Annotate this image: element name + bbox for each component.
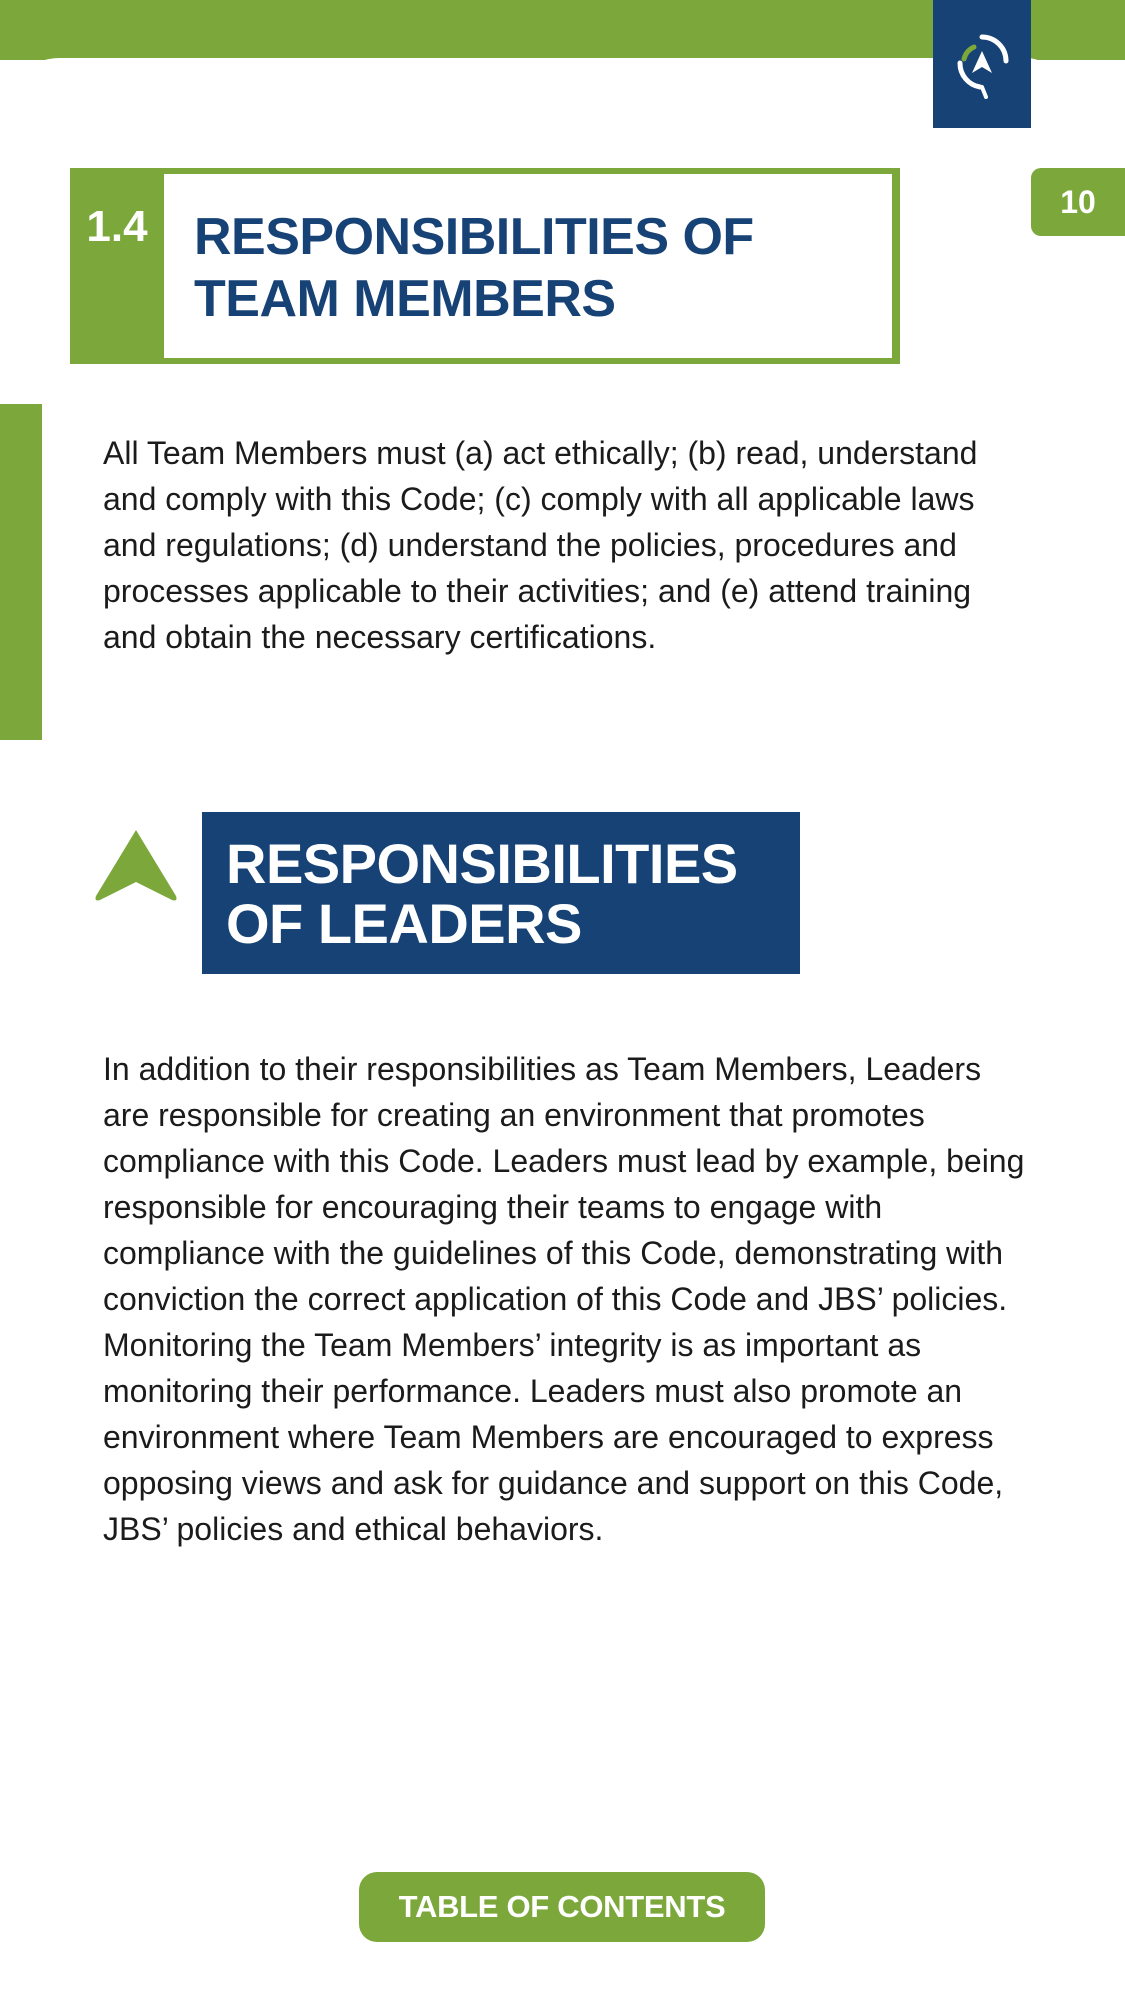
leaders-title xyxy=(226,834,738,954)
compass-logo-icon xyxy=(952,29,1012,99)
team-members-paragraph: All Team Members must (a) act ethically; (b) read, understand and comply with this Code; (c) comply with all applicable laws and regulations; (d) understand the policies, procedures and processes applicable to their activities; and (e) attend training and obtain the necessary certifications. xyxy=(103,435,978,655)
leaders-paragraph: In addition to their responsibilities as Team Members, Leaders are responsible for creating an environment that promotes compliance with this Code. Leaders must lead by example, being responsible for encouraging their teams to engage with compliance with the guidelines of this Code, demonstrating with conviction the correct application of this Code and JBS’ policies. Monitoring the Team Members’ integrity is as important as monitoring their performance. Leaders must also promote an environment where Team Members are encouraged to express opposing views and ask for guidance and support on this Code, JBS’ policies and ethical behaviors. xyxy=(103,1051,1025,1547)
leaders-title-line2: OF LEADERS xyxy=(226,892,582,955)
leaders-heading-box xyxy=(202,812,800,974)
side-accent-bar xyxy=(0,404,42,740)
section-number: 1.4 xyxy=(86,202,148,251)
section-heading-box xyxy=(70,168,900,364)
table-of-contents-button[interactable]: TABLE OF CONTENTS xyxy=(359,1872,765,1942)
logo-badge xyxy=(933,0,1031,128)
section-title xyxy=(194,206,754,330)
leaders-title-line1: RESPONSIBILITIES xyxy=(226,832,738,895)
section-title-line2: TEAM MEMBERS xyxy=(194,270,616,328)
section-title-panel xyxy=(164,174,892,358)
page-number-tab: 10 xyxy=(1031,168,1125,236)
arrow-up-icon xyxy=(92,826,180,904)
top-banner-curve xyxy=(0,58,1060,138)
section-title-line1: RESPONSIBILITIES OF xyxy=(194,208,754,266)
